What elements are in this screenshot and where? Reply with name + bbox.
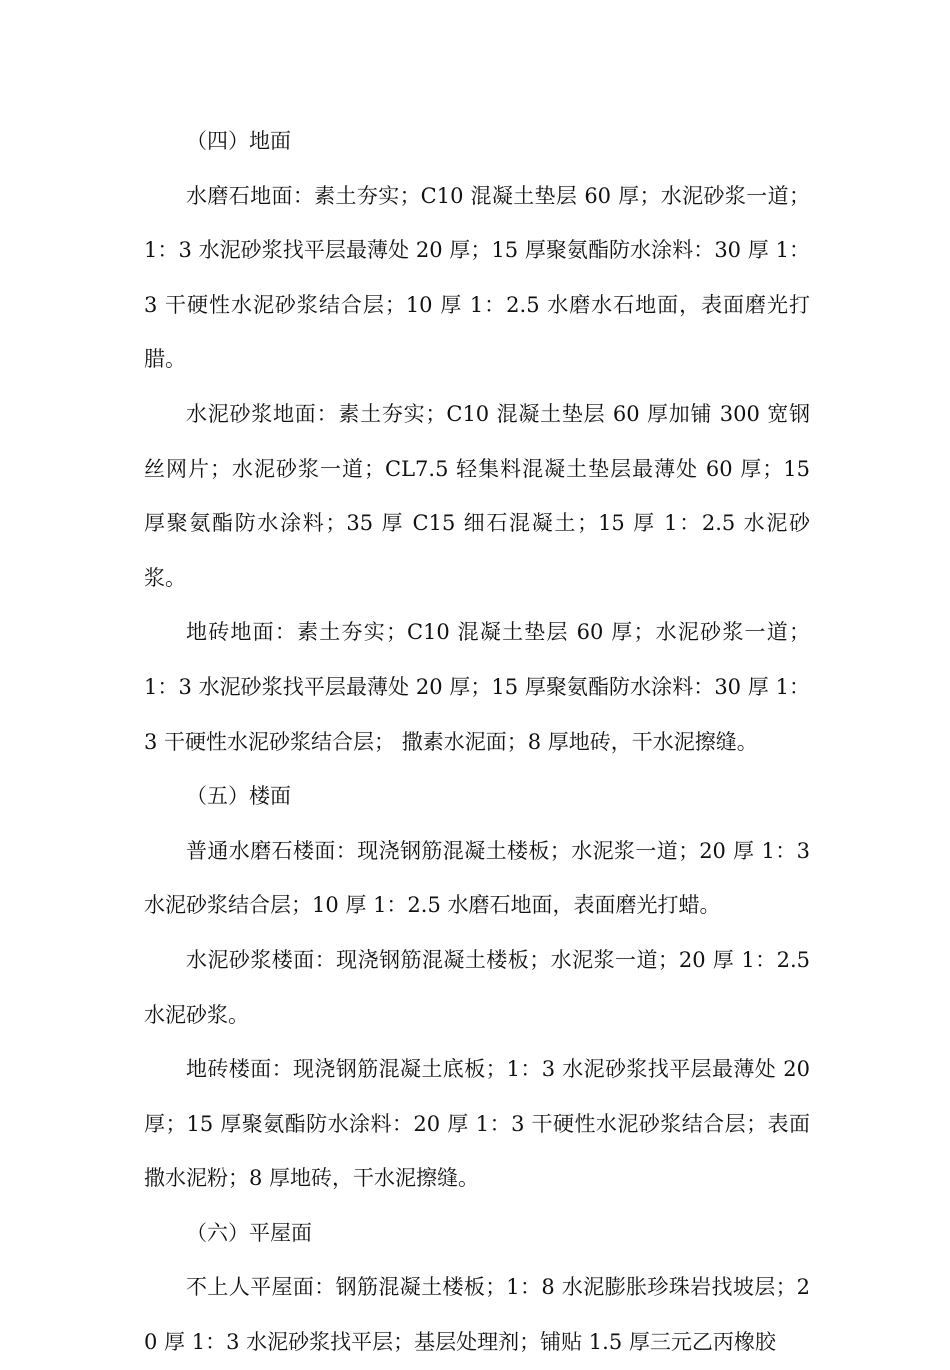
document-body bbox=[144, 114, 810, 1370]
paragraph-cement-mortar-floor: 水泥砂浆楼面：现浇钢筋混凝土楼板；水泥浆一道；20 厚 1：2.5 水泥砂浆。 bbox=[144, 947, 810, 1027]
section-heading-flat-roof: （六）平屋面 bbox=[186, 1220, 312, 1245]
paragraph-cement-mortar-ground: 水泥砂浆地面：素土夯实；C10 混凝土垫层 60 厚加铺 300 宽钢丝网片；水泥砂浆一道；CL7.5 轻集料混凝土垫层最薄处 60 厚；15 厚聚氨酯防水涂料；35 厚 C15 细石混凝土；15 厚 1：2.5 水泥砂浆。 bbox=[144, 401, 810, 590]
paragraph-tile-ground: 地砖地面：素土夯实；C10 混凝土垫层 60 厚；水泥砂浆一道； 1：3 水泥砂浆找平层最薄处 20 厚；15 厚聚氨酯防水涂料：30 厚 1：3 干硬性水泥砂浆结合层； 撒素水泥面；8 厚地砖，干水泥擦缝。 bbox=[144, 620, 810, 754]
paragraph-terrazzo-ground: 水磨石地面：素土夯实；C10 混凝土垫层 60 厚；水泥砂浆一道；1：3 水泥砂浆找平层最薄处 20 厚；15 厚聚氨酯防水涂料：30 厚 1：3 干硬性水泥砂浆结合层；10 厚 1：2.5 水磨水石地面，表面磨光打腊。 bbox=[144, 183, 810, 372]
section-heading-floor: （五）楼面 bbox=[186, 784, 291, 809]
section-heading-ground: （四）地面 bbox=[186, 129, 291, 153]
paragraph-non-accessible-roof: 不上人平屋面：钢筋混凝土楼板；1：8 水泥膨胀珍珠岩找坡层；20 厚 1：3 水泥砂浆找平层；基层处理剂；铺贴 1.5 厚三元乙丙橡胶 bbox=[144, 1275, 810, 1355]
paragraph-terrazzo-floor: 普通水磨石楼面：现浇钢筋混凝土楼板；水泥浆一道；20 厚 1：3 水泥砂浆结合层；10 厚 1：2.5 水磨石地面，表面磨光打蜡。 bbox=[144, 838, 810, 918]
paragraph-tile-floor: 地砖楼面：现浇钢筋混凝土底板；1：3 水泥砂浆找平层最薄处 20 厚；15 厚聚氨酯防水涂料：20 厚 1：3 干硬性水泥砂浆结合层；表面撒水泥粉；8 厚地砖，干水泥擦缝。 bbox=[144, 1057, 810, 1191]
